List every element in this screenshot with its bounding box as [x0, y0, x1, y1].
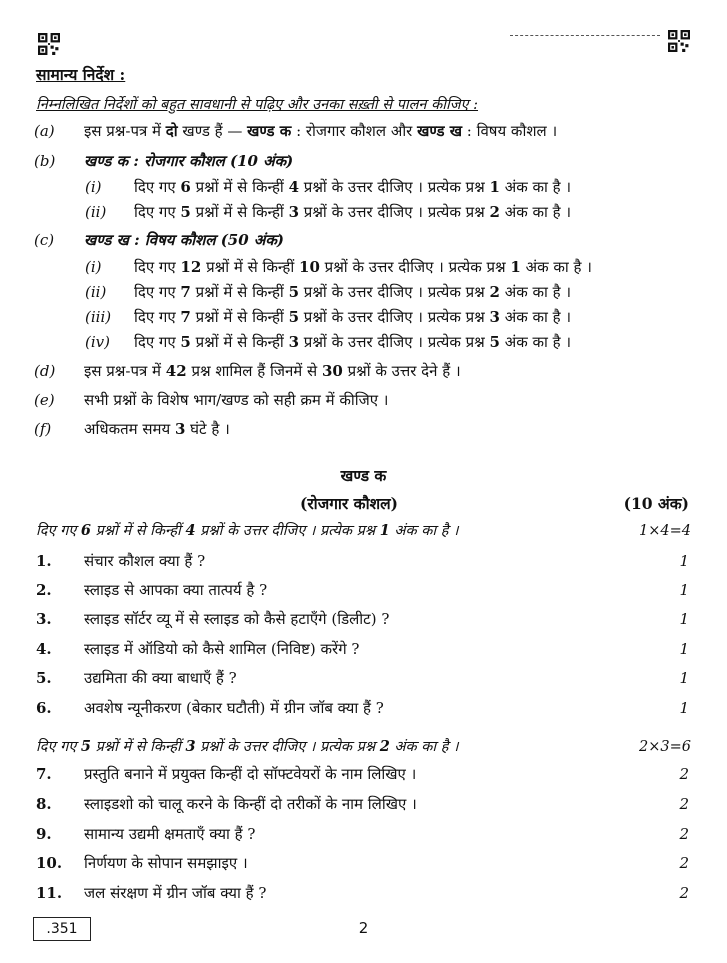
section-b-heading: खण्ड ख : विषय कौशल (50 अंक)	[84, 231, 284, 249]
instruction-c: (c) खण्ड ख : विषय कौशल (50 अंक)	[0, 227, 727, 253]
question-row: 3. स्लाइड सॉर्टर व्यू में से स्लाइड को कैसे हटाएँगे (डिलीट) ? 1	[36, 610, 689, 628]
instruction-b	[0, 148, 727, 174]
group2-marks: 2×3=6	[639, 739, 691, 755]
question-row: 9. सामान्य उद्यमी क्षमताएँ क्या हैं ? 2	[36, 825, 689, 843]
section-subtitle: (रोजगार कौशल)	[300, 494, 398, 513]
instruction-c-ii: (ii) दिए गए 7 प्रश्नों में से किन्हीं 5 प्रश्नों के उत्तर दीजिए । प्रत्येक प्रश्न 2 अंक का है ।	[85, 283, 572, 301]
question-row: 2. स्लाइड से आपका क्या तात्पर्य है ? 1	[36, 581, 689, 599]
instructions-title: सामान्य निर्देश :	[36, 65, 126, 84]
question-row: 11. जल संरक्षण में ग्रीन जॉब क्या हैं ? 2	[36, 884, 689, 902]
question-row: 1. संचार कौशल क्या हैं ? 1	[36, 552, 689, 570]
instruction-a	[0, 118, 727, 144]
group1-instruction: दिए गए 6 प्रश्नों में से किन्हीं 4 प्रश्नों के उत्तर दीजिए । प्रत्येक प्रश्न 1 अंक का है । 1×4=4	[0, 518, 727, 544]
instruction-f: (f) अधिकतम समय 3 घंटे है ।	[34, 420, 230, 438]
instruction-c-iv: (iv) दिए गए 5 प्रश्नों में से किन्हीं 3 प्रश्नों के उत्तर दीजिए । प्रत्येक प्रश्न 5 अंक का है ।	[85, 333, 572, 351]
instruction-d: (d) इस प्रश्न-पत्र में 42 प्रश्न शामिल हैं जिनमें से 30 प्रश्नों के उत्तर देने हैं ।	[34, 362, 461, 380]
section-a-heading: खण्ड क : रोजगार कौशल (10 अंक)	[84, 152, 294, 170]
question-row: 6. अवशेष न्यूनीकरण (बेकार घटौती) में ग्रीन जॉब क्या हैं ? 1	[36, 699, 689, 717]
qr-code-right-icon	[668, 30, 690, 52]
question-row: 5. उद्यमिता की क्या बाधाएँ हैं ? 1	[36, 669, 689, 687]
instruction-text: इस प्रश्न-पत्र में दो खण्ड हैं — खण्ड क : रोजगार कौशल और खण्ड ख : विषय कौशल ।	[84, 122, 558, 140]
instruction-c-iii: (iii) दिए गए 7 प्रश्नों में से किन्हीं 5 प्रश्नों के उत्तर दीजिए । प्रत्येक प्रश्न 3 अंक का है ।	[85, 308, 572, 326]
section-marks: (10 अंक)	[623, 494, 689, 513]
instruction-b-ii: (ii) दिए गए 5 प्रश्नों में से किन्हीं 3 प्रश्नों के उत्तर दीजिए । प्रत्येक प्रश्न 2 अंक का है ।	[85, 203, 572, 221]
question-row: 10. निर्णयण के सोपान समझाइए । 2	[36, 854, 689, 872]
instruction-letter: (b)	[34, 152, 56, 170]
instruction-letter: (a)	[34, 122, 55, 140]
instructions-intro: निम्नलिखित निर्देशों को बहुत सावधानी से पढ़िए और उनका सख़्ती से पालन कीजिए :	[36, 97, 479, 113]
paper-code: .351	[33, 917, 91, 941]
page-number: 2	[358, 919, 369, 937]
instruction-c-i: (i) दिए गए 12 प्रश्नों में से किन्हीं 10 प्रश्नों के उत्तर दीजिए । प्रत्येक प्रश्न 1 अंक का है ।	[85, 258, 592, 276]
qr-code-left-icon	[38, 33, 60, 55]
group2-instruction: दिए गए 5 प्रश्नों में से किन्हीं 3 प्रश्नों के उत्तर दीजिए । प्रत्येक प्रश्न 2 अंक का है । 2×3=6	[0, 734, 727, 760]
instruction-e: (e) सभी प्रश्नों के विशेष भाग/खण्ड को सही क्रम में कीजिए ।	[34, 391, 389, 409]
group1-marks: 1×4=4	[639, 523, 691, 539]
section-title: खण्ड क	[340, 466, 387, 485]
question-row: 4. स्लाइड में ऑडियो को कैसे शामिल (निविष्ट) करेंगे ? 1	[36, 640, 689, 658]
top-dashed-line	[510, 35, 660, 36]
instruction-b-i: (i) दिए गए 6 प्रश्नों में से किन्हीं 4 प्रश्नों के उत्तर दीजिए । प्रत्येक प्रश्न 1 अंक का है ।	[85, 178, 572, 196]
question-row: 7. प्रस्तुति बनाने में प्रयुक्त किन्हीं दो सॉफ्टवेयरों के नाम लिखिए । 2	[36, 765, 689, 783]
question-row: 8. स्लाइडशो को चालू करने के किन्हीं दो तरीकों के नाम लिखिए । 2	[36, 795, 689, 813]
